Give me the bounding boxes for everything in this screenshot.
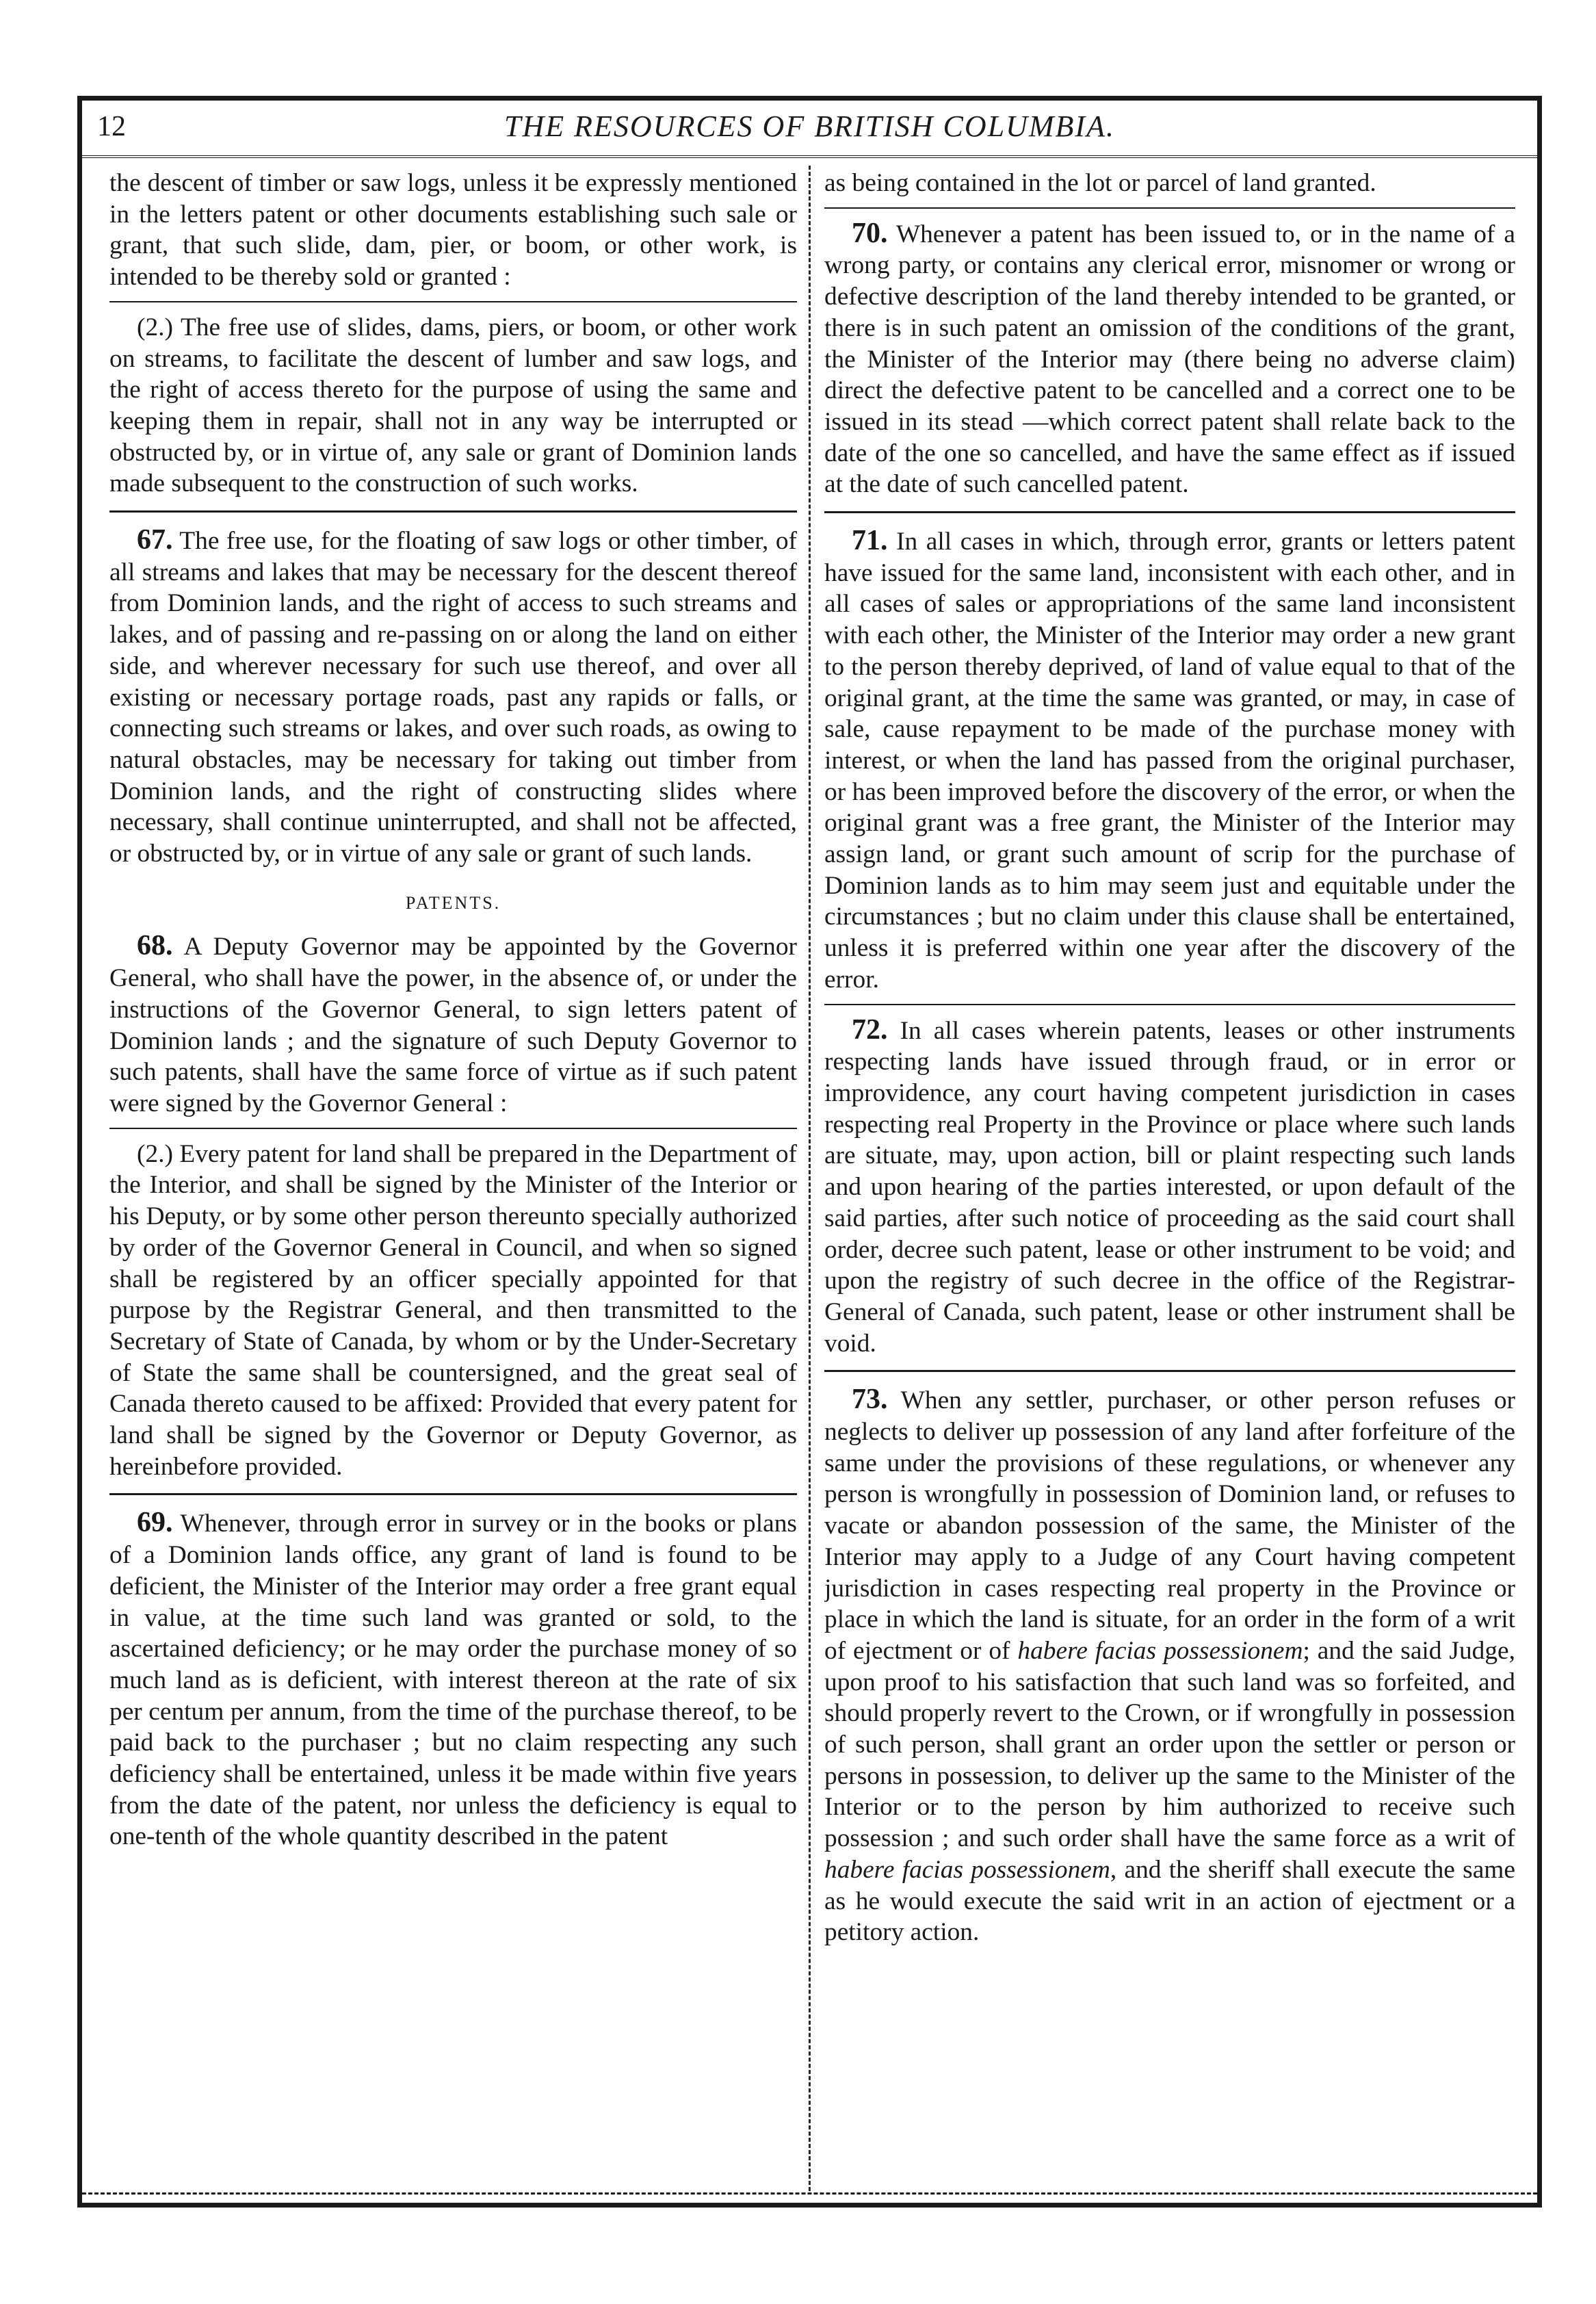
rule [824,207,1515,209]
latin-term: habere facias possessionem [824,1855,1110,1884]
rule [109,510,797,513]
left-column [109,168,797,2186]
section-70 [824,218,1515,500]
page-header [82,101,1537,158]
section-number: 70. [852,217,888,249]
section-number: 69. [137,1507,173,1539]
section-number: 68. [137,930,173,962]
rule [824,1004,1515,1005]
section-66-continuation [109,168,797,500]
paragraph-part: When any settler, purchaser, or other person refuses or neglects to deliver up possession of any land after forfeiture of the same under the provisions of these regulations, or whenever any person is wrongfully in possession of Dominion land, or refuses to vacate or abandon possession of the same, the Minister of the Interior may apply to a Judge of any Court having competent jurisdiction in cases respecting real property in the Province or place in which the land is situate, for an order in the form of a writ of ejectment or of [824,1386,1515,1665]
paragraph-part: , and the sheriff shall execute the same as he would execute the said writ in an action of ejectment or a petitory action. [824,1855,1515,1947]
paragraph: the descent of timber or saw logs, unless it be expressly mentioned in the letters patent or other documents establishing such sale or grant, that such slide, dam, pier, or boom, or other work, is intended to be thereby sold or granted : [109,169,797,292]
paragraph: In all cases wherein patents, leases or other instruments respecting lands have issued through fraud, or in error or improvidence, any court having competent jurisdiction in cases respecting real Property in the Province or place where such lands are situate, may, upon action, bill or plaint respecting such lands and upon hearing of the parties interested, or upon default of the said parties, after such notice of proceeding as the said court shall order, decree such patent, lease or other instrument to be void; and upon the registry of such decree in the office of the Registrar-General of Canada, such patent, lease or other instrument shall be void. [824,1016,1515,1358]
section-72 [824,1015,1515,1360]
rule [824,1370,1515,1372]
page-frame [77,96,1542,2208]
section-73 [824,1384,1515,1948]
section-69-continuation [824,168,1515,199]
section-71 [824,526,1515,996]
section-number: 72. [852,1013,888,1046]
rule [109,301,797,302]
section-number: 71. [852,525,888,557]
section-69 [109,1507,797,1852]
rule [824,511,1515,513]
column-divider [809,166,811,2191]
paragraph: The free use, for the floating of saw logs or other timber, of all streams and lakes that may be necessary for the descent thereof from Dominion lands, and the right of access to such streams and lakes, and of passing and re-passing on or along the land on either side, and wherever necessary for such use thereof, and over all existing or necessary portage roads, past any rapids or falls, or connecting such streams or lakes, and over such roads, as owing to natural obstacles, may be necessary for taking out timber from Dominion lands, and the right of constructing slides where necessary, shall continue uninterrupted, and shall not be affected, or obstructed by, or in virtue of any sale or grant of such lands. [109,527,797,868]
section-67 [109,525,797,870]
paragraph: Whenever, through error in survey or in the books or plans of a Dominion lands office, any grant of land is found to be deficient, the Minister of the Interior may order a free grant equal in value, at the time such land was granted or sold, to the ascertained deficiency; or he may order the purchase money of so much land as is deficient, with interest thereon at the rate of six per centum per annum, from the time of the purchase thereof, to be paid back to the purchaser ; but no claim respecting any such deficiency shall be entertained, unless it be made within five years from the date of the patent, nor unless the deficiency is equal to one-tenth of the whole quantity described in the patent [109,1510,797,1851]
paragraph: A Deputy Governor may be appointed by the Governor General, who shall have the power, in the absence of, or under the instructions of the Governor General, to sign letters patent of Dominion lands ; and the signature of such Deputy Governor to such patents, shall have the same force of virtue as if such patent were signed by the Governor General : [109,933,797,1117]
section-68 [109,931,797,1482]
paragraph: Whenever a patent has been issued to, or in the name of a wrong party, or contains any clerical error, misnomer or wrong or defective description of the land thereby intended to be granted, or there is in such patent an omission of the conditions of the grant, the Minister of the Interior may (there being no adverse claim) direct the defective patent to be cancelled and a correct one to be issued in its stead —which correct patent shall relate back to the date of the one so cancelled, and have the same effect as if issued at the date of such cancelled patent. [824,220,1515,499]
footer-rule [82,2192,1537,2195]
latin-term: habere facias possessionem [1017,1636,1303,1665]
page-number: 12 [97,111,126,142]
rule [109,1493,797,1495]
paragraph: as being contained in the lot or parcel of land granted. [824,169,1376,197]
paragraph-part: ; and the said Judge, upon proof to his satisfaction that such land was so forfeited, and should properly revert to the Crown, or if wrongfully in possession of such person, shall grant an order upon the settler or person or persons in possession, to deliver up the same to the Minister of the Interior or to the person by him authorized to receive such possession ; and such order shall have the same force as a writ of [824,1636,1515,1853]
paragraph: (2.) Every patent for land shall be prepared in the Department of the Interior, and shall be signed by the Minister of the Interior or his Deputy, or by some other person thereunto specially authorized by order of the Governor General in Council, and when so signed shall be registered by an officer specially appointed for that purpose by the Registrar General, and then transmitted to the Secretary of State of Canada, by whom or by the Under-Secretary of State the same shall be countersigned, and the great seal of Canada thereto caused to be affixed: Provided that every patent for land shall be signed by the Governor or Deputy Governor, as hereinbefore provided. [109,1139,797,1481]
running-title: THE RESOURCES OF BRITISH COLUMBIA. [504,109,1115,143]
section-heading: PATENTS. [405,892,501,913]
section-number: 67. [137,524,173,556]
rule [109,1128,797,1129]
right-column [824,168,1515,2186]
paragraph: (2.) The free use of slides, dams, piers, or boom, or other work on streams, to facilitate the descent of lumber and saw logs, and the right of access thereto for the purpose of using the same and keeping them in repair, shall not in any way be interrupted or obstructed by, or in virtue of, any sale or grant of Dominion lands made subsequent to the construction of such works. [109,313,797,498]
section-number: 73. [852,1384,888,1416]
paragraph: In all cases in which, through error, grants or letters patent have issued for the same land, inconsistent with each other, and in all cases of sales or appropriations of the same land inconsistent with each other, the Minister of the Interior may order a new grant to the person thereby deprived, of land of value equal to that of the original grant, at the time the same was granted, or may, in case of sale, cause repayment to be made of the purchase money with interest, or when the land has passed from the original purchaser, or has been improved before the discovery of the error, or when the original grant was a free grant, the Minister of the Interior may assign land, or grant such amount of scrip for the purchase of Dominion lands as to him may seem just and equitable under the circumstances ; but no claim under this clause shall be entertained, unless it is preferred within one year after the discovery of the error. [824,528,1515,994]
